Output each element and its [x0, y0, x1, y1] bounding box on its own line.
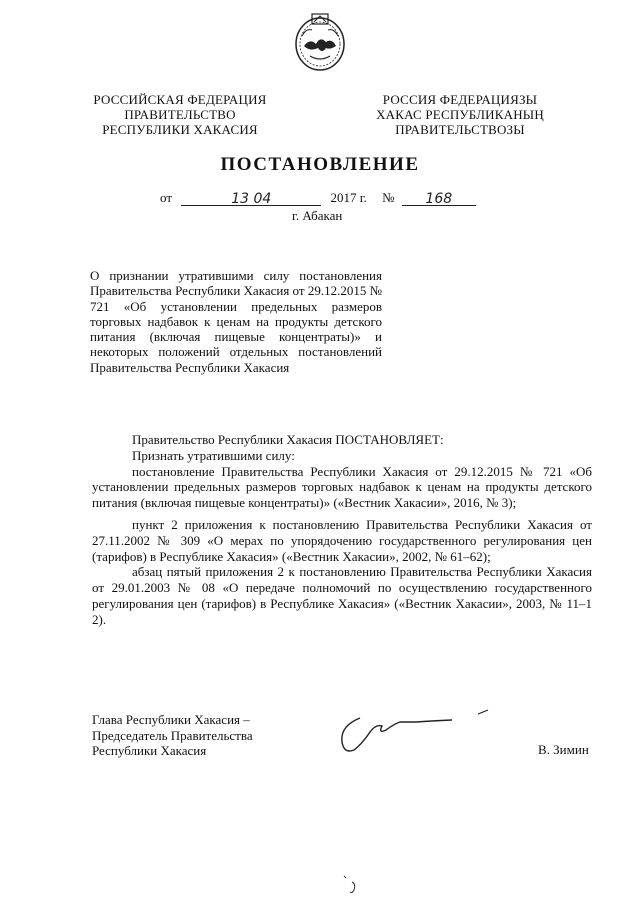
signatory-position-line: Республики Хакасия — [92, 743, 207, 758]
signatory-position-line: Глава Республики Хакасия – — [92, 712, 250, 727]
header-left-line: РЕСПУБЛИКИ ХАКАСИЯ — [102, 122, 258, 137]
city-label: г. Абакан — [292, 208, 343, 223]
coat-of-arms-emblem — [292, 10, 348, 74]
body-paragraph: абзац пятый приложения 2 к постановлению Правительства Республики Хакасия от 29.01.2003 № 08 «О передаче полномочий по осуществлению государственного регулирования цен (тарифов) в Республике Хакасия» («Вестник Хакасии», 2003, № 11–1 2). — [92, 564, 592, 627]
date-handwritten: 13 04 — [181, 191, 321, 206]
document-body — [92, 432, 592, 628]
number-label: № — [382, 190, 395, 205]
date-prefix: от — [160, 190, 173, 205]
date-number-line — [160, 190, 476, 206]
handwritten-signature — [330, 704, 500, 759]
number-handwritten: 168 — [402, 191, 476, 206]
body-paragraph: постановление Правительства Республики Хакасия от 29.12.2015 № 721 «Об установлении предельных размеров торговых надбавок к ценам на продукты детского питания (включая пищевые концентраты)» («Вестник Хакасии», 2016, № 3); — [92, 463, 592, 511]
header-left-line: ПРАВИТЕЛЬСТВО — [124, 107, 236, 122]
header-left-line: РОССИЙСКАЯ ФЕДЕРАЦИЯ — [93, 92, 267, 107]
header-right-line: ПРАВИТЕЛЬСТВОЗЫ — [395, 122, 525, 137]
document-subject: О признании утратившими силу постановления Правительства Республики Хакасия от 29.12.2015 № 721 «Об установлении предельных размеров торговых надбавок к ценам на продукты детского питания (включая пищевые концентраты)» и некоторых положений отдельных постановлений Правительства Республики Хакасия — [90, 268, 382, 375]
header-right-line: РОССИЯ ФЕДЕРАЦИЯЗЫ — [382, 92, 538, 107]
header-left — [80, 92, 280, 137]
body-paragraph: пункт 2 приложения к постановлению Правительства Республики Хакасия от 27.11.2002 № 309 «О мерах по упорядочению государственного регулирования цен (тарифов) в Республике Хакасия» («Вестник Хакасии», 2002, № 61–62); — [92, 516, 592, 564]
signatory-name: В. Зимин — [538, 742, 589, 757]
body-paragraph: Правительство Республики Хакасия ПОСТАНОВЛЯЕТ: — [132, 432, 444, 447]
body-paragraph: Признать утратившими силу: — [132, 447, 295, 463]
signatory-position — [92, 712, 253, 759]
signatory-position-line: Председатель Правительства — [92, 727, 253, 743]
year-label: 2017 г. — [330, 190, 367, 205]
header-right-line: ХАКАС РЕСПУБЛИКАНЫҢ — [376, 107, 544, 122]
header-right — [360, 92, 560, 137]
document-title: ПОСТАНОВЛЕНИЕ — [220, 154, 420, 175]
handwritten-mark — [338, 872, 368, 896]
